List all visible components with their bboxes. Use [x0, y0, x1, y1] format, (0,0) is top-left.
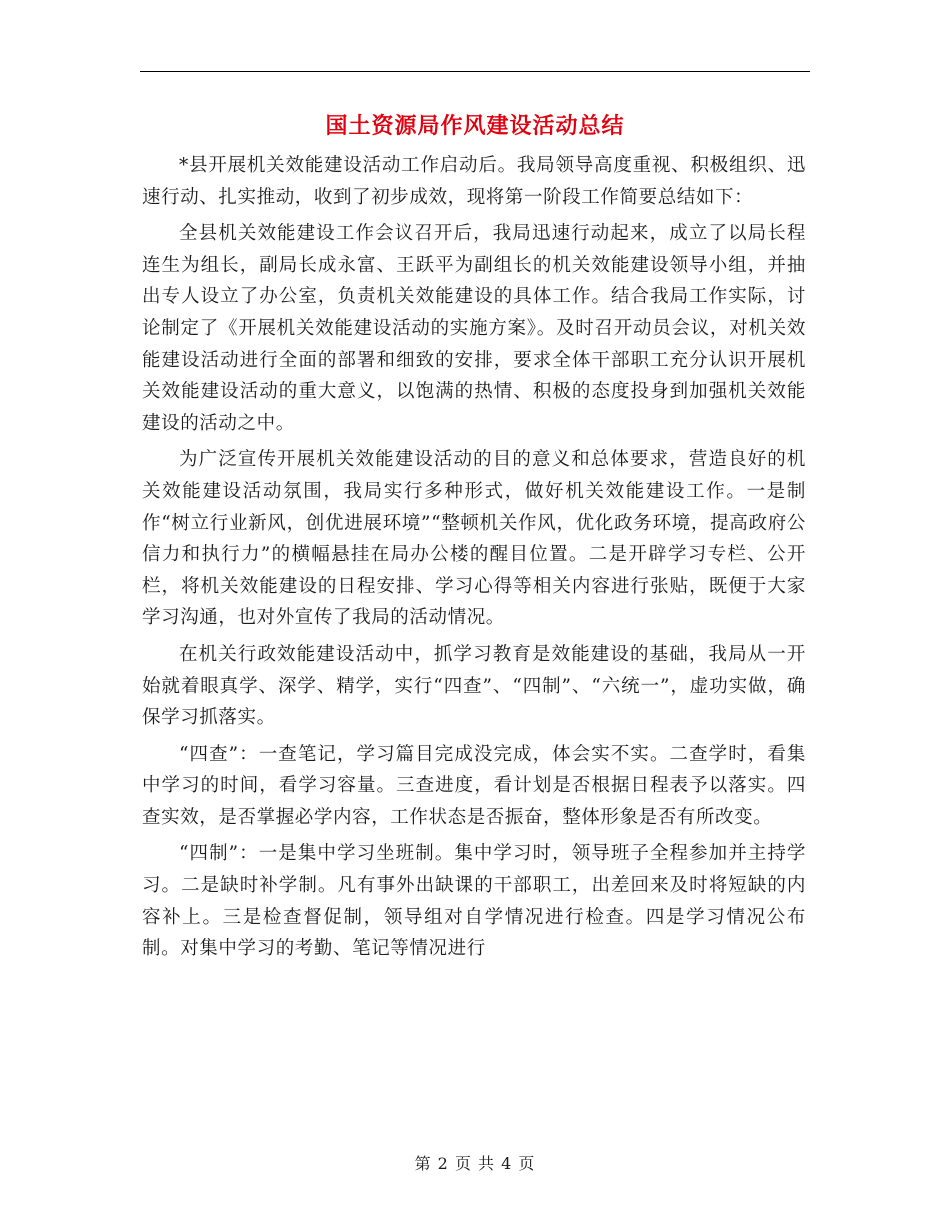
paragraph-leadership: 全县机关效能建设工作会议召开后，我局迅速行动起来，成立了以局长程连生为组长，副局长成永富、王跃平为副组长的机关效能建设领导小组，并抽出专人设立了办公室，负责机关效能建设的具体工作。结合我局工作实际，讨论制定了《开展机关效能建设活动的实施方案》。及时召开动员会议，对机关效能建设活动进行全面的部署和细致的安排，要求全体干部职工充分认识开展机关效能建设活动的重大意义，以饱满的热情、积极的态度投身到加强机关效能建设的活动之中。 — [142, 223, 806, 434]
paragraph-intro: *县开展机关效能建设活动工作启动后。我局领导高度重视、积极组织、迅速行动、扎实推动，收到了初步成效，现将第一阶段工作简要总结如下： — [142, 155, 806, 208]
paragraph-publicity: 为广泛宣传开展机关效能建设活动的目的意义和总体要求，营造良好的机关效能建设活动氛围，我局实行多种形式，做好机关效能建设工作。一是制作“树立行业新风，创优进展环境”“整顿机关作风，优化政务环境，提高政府公信力和执行力”的横幅悬挂在局办公楼的醒目位置。二是开辟学习专栏、公开栏，将机关效能建设的日程安排、学习心得等相关内容进行张贴，既便于大家学习沟通，也对外宣传了我局的活动情况。 — [142, 449, 806, 629]
document-body — [142, 150, 806, 970]
header-rule — [140, 71, 810, 72]
page-number-footer: 第 2 页 共 4 页 — [414, 1154, 536, 1173]
paragraph-four-checks: “四查”：一查笔记，学习篇目完成没完成，体会实不实。二查学时，看集中学习的时间，看学习容量。三查进度，看计划是否根据日程表予以落实。四查实效，是否掌握必学内容，工作状态是否振奋，整体形象是否有所改变。 — [142, 743, 806, 828]
document-title: 国土资源局作风建设活动总结 — [325, 113, 625, 139]
paragraph-study: 在机关行政效能建设活动中，抓学习教育是效能建设的基础，我局从一开始就着眼真学、深学、精学，实行“四查”、“四制”、“六统一”，虚功实做，确保学习抓落实。 — [142, 643, 806, 729]
paragraph-four-systems: “四制”：一是集中学习坐班制。集中学习时，领导班子全程参加并主持学习。二是缺时补学制。凡有事外出缺课的干部职工，出差回来及时将短缺的内容补上。三是检查督促制，领导组对自学情况进行检查。四是学习情况公布制。对集中学习的考勤、笔记等情况进行 — [142, 843, 806, 960]
